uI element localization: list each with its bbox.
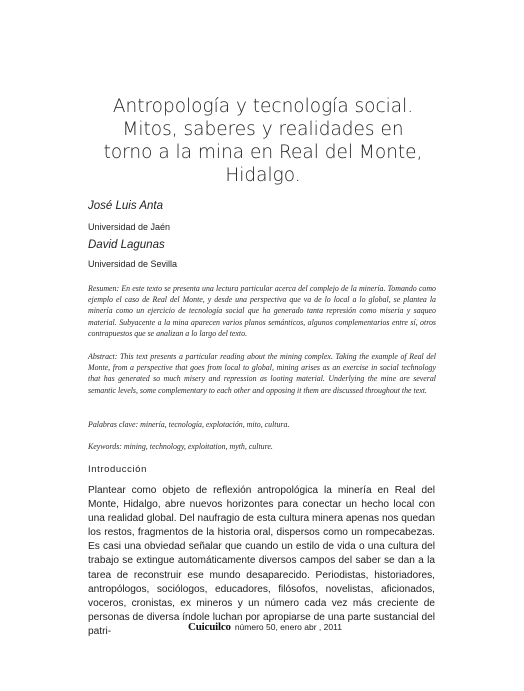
palabras-clave-line [88, 419, 436, 430]
body-paragraph [88, 484, 435, 639]
resumen-label: Resumen: [88, 284, 120, 293]
abstract-paragraph [88, 351, 436, 396]
palabras-clave-label: Palabras clave: [88, 420, 139, 429]
keywords-text: mining, technology, exploitation, myth, culture. [123, 442, 273, 451]
article-title [88, 95, 438, 187]
abstract-label: Abstract: [88, 352, 118, 361]
journal-logo: Cuicuilco [188, 621, 231, 633]
resumen-paragraph [88, 283, 436, 339]
section-heading: Introducción [88, 464, 147, 475]
author-affiliation: Universidad de Jaén [88, 222, 171, 232]
author-name: José Luis Anta [88, 200, 164, 212]
author-affiliation: Universidad de Sevilla [88, 259, 178, 269]
title-line: Antropología y tecnología social. [112, 96, 414, 117]
abstract-text: This text presents a particular reading about the mining complex. Taking the example of Real del Monte, from a perspective that goes from local to global, mining arises as an exercise in social technology that has generated so much misery and repression as looting material. Underlying the mine are several semantic levels, some complementary to each other and opposing it them are discussed throughout the text. [88, 352, 436, 395]
page-footer [188, 617, 342, 637]
title-line: Mitos, saberes y realidades en [122, 119, 404, 140]
issue-info: número 50, enero abr , 2011 [234, 622, 342, 632]
keywords-label: Keywords: [88, 442, 122, 451]
keywords-line [88, 441, 436, 452]
author-name: David Lagunas [88, 239, 165, 251]
resumen-text: En este texto se presenta una lectura particular acerca del complejo de la minería. Tomando como ejemplo el caso de Real del Monte, y desde una perspectiva que va de lo local a lo global, se plantea la minería como un ejercicio de tecnología social que ha generado tanta represión como miseria y saqueo material. Subyacente a la mina aparecen varios planos semánticos, algunos complementarios entre sí, otros contrapuestos que se analizan a lo largo del texto. [88, 284, 436, 338]
title-line: Hidalgo. [225, 165, 301, 186]
palabras-clave-text: minería, tecnología, explotación, mito, cultura. [140, 420, 290, 429]
title-line: torno a la mina en Real del Monte, [103, 142, 423, 163]
body-text: Plantear como objeto de reflexión antropológica la minería en Real del Monte, Hidalgo, abre nuevos horizontes para conectar un hecho local con una realidad global. Del naufragio de esta cultura minera apenas nos quedan los restos, fragmentos de la historia oral, dispersos como un rompecabezas. Es casi una obviedad señalar que cuando un estilo de vida o una cultura del trabajo se extingue automáticamente diversos campos del saber se dan a la tarea de reconstruir ese mundo desaparecido. Periodistas, historiadores, antropólogos, sociólogos, educadores, filósofos, novelistas, aficionados, voceros, cronistas, ex mineros y un número cada vez más creciente de personas de diversa índole luchan por apropiarse de una parte sustancial del patri- [88, 485, 435, 637]
